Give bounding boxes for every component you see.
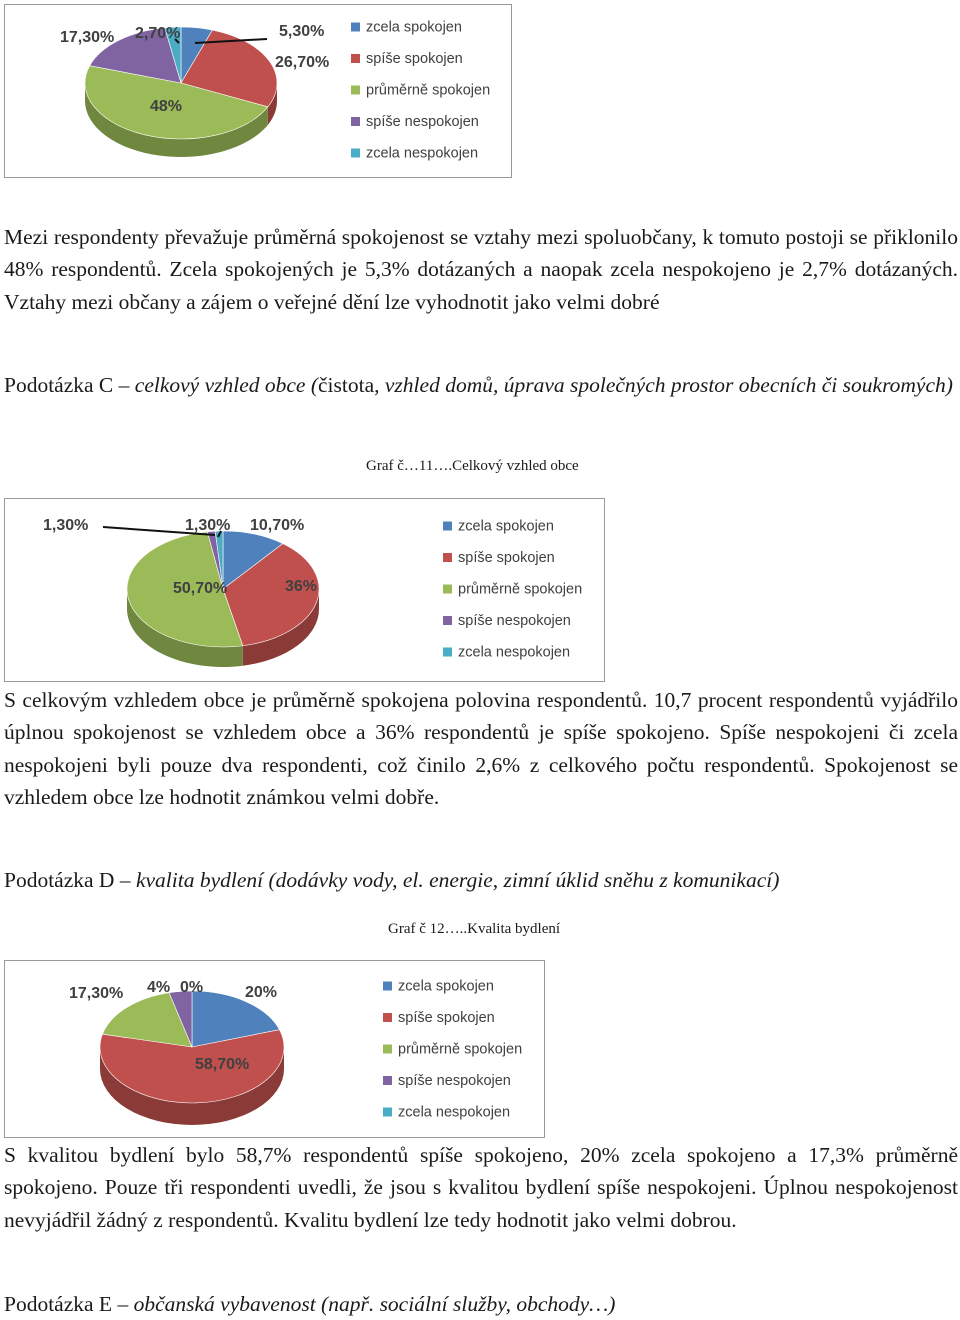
- legend-swatch: [383, 1013, 392, 1022]
- data-label: 17,30%: [69, 985, 124, 1003]
- heading-italic: kvalita bydlení (dodávky vody, el. energie, zimní úklid sněhu z komunikací): [135, 868, 780, 892]
- legend-label: spíše spokojen: [458, 549, 555, 566]
- data-label: 58,70%: [195, 1056, 250, 1074]
- legend-swatch: [383, 1045, 392, 1054]
- data-label: 50,70%: [173, 580, 228, 598]
- pie-chart-svg: [5, 5, 513, 179]
- data-label: 48%: [150, 98, 183, 116]
- legend-swatch: [443, 648, 452, 657]
- legend-swatch: [351, 86, 360, 95]
- data-label: 1,30%: [43, 517, 89, 535]
- legend-label: průměrně spokojen: [366, 82, 491, 99]
- legend-label: spíše spokojen: [398, 1009, 495, 1026]
- heading-italic: vzhled domů, úprava společných prostor obecních či soukromých): [384, 373, 953, 397]
- data-label: 4%: [147, 979, 171, 997]
- chart-legend: [383, 978, 522, 1120]
- legend-label: zcela spokojen: [366, 19, 462, 36]
- pie-chart-town-appearance: [4, 498, 605, 682]
- caption-graph-11: Graf č…11….Celkový vzhled obce: [366, 458, 579, 474]
- data-label: 36%: [285, 578, 318, 596]
- paragraph-housing-quality: S kvalitou bydlení bylo 58,7% respondentů spíše spokojeno, 20% zcela spokojeno a 17,3% průměrně spokojeno. Pouze tři respondenti uvedli, že jsou s kvalitou bydlení spíše nespokojeni. Úplnou nespokojenost nevyjádřil žádný z respondentů. Kvalitu bydlení lze tedy hodnotit jako velmi dobrou.: [4, 1143, 958, 1232]
- heading-prefix: Podotázka D –: [4, 868, 136, 892]
- data-label: 5,30%: [279, 23, 325, 41]
- data-label: 10,70%: [250, 517, 305, 535]
- legend-swatch: [351, 149, 360, 158]
- legend-label: zcela nespokojen: [398, 1104, 511, 1121]
- legend-label: průměrně spokojen: [458, 581, 583, 598]
- legend-label: spíše spokojen: [366, 50, 463, 67]
- heading-plain: čistota,: [318, 373, 385, 397]
- paragraph-relations: Mezi respondenty převažuje průměrná spokojenost se vztahy mezi spoluobčany, k tomuto postoji se přiklonilo 48% respondentů. Zcela spokojených je 5,3% dotázaných a naopak zcela nespokojeno je 2,7% dotázaných. Vztahy mezi občany a zájem o veřejné dění lze vyhodnotit jako velmi dobré: [4, 225, 958, 314]
- heading-prefix: Podotázka E –: [4, 1292, 134, 1316]
- legend-label: spíše nespokojen: [398, 1072, 511, 1089]
- legend-swatch: [443, 585, 452, 594]
- caption-graph-12: Graf č 12…..Kvalita bydlení: [388, 921, 561, 937]
- heading-italic: občanská vybavenost (např. sociální služby, obchody…): [133, 1292, 616, 1316]
- pie-chart-svg: [5, 961, 546, 1139]
- legend-label: zcela spokojen: [458, 518, 554, 535]
- heading-prefix: Podotázka C –: [4, 373, 135, 397]
- data-label: 17,30%: [60, 29, 115, 47]
- data-label: 2,70%: [135, 25, 181, 43]
- legend-swatch: [443, 553, 452, 562]
- data-label: 1,30%: [185, 517, 231, 535]
- heading-subquestion-e: [4, 1288, 958, 1320]
- legend-label: zcela nespokojen: [458, 644, 571, 661]
- heading-subquestion-d: [4, 864, 958, 896]
- legend-swatch: [443, 522, 452, 531]
- heading-italic: celkový vzhled obce (: [134, 373, 319, 397]
- legend-label: průměrně spokojen: [398, 1041, 523, 1058]
- chart-legend: [351, 19, 490, 161]
- pie-chart-housing-quality: [4, 960, 545, 1138]
- heading-subquestion-c: [4, 369, 958, 401]
- data-label: 20%: [245, 984, 278, 1002]
- paragraph-town-appearance: S celkovým vzhledem obce je průměrně spokojena polovina respondentů. 10,7 procent respondentů vyjádřilo úplnou spokojenost se vzhledem obce a 36% respondentů je spíše spokojeno. Spíše nespokojeni či zcela nespokojeni byli pouze dva respondenti, což činilo 2,6% z celkového počtu respondentů. Spokojenost se vzhledem obce lze hodnotit známkou velmi dobře.: [4, 688, 958, 809]
- pie-chart-svg: [5, 499, 606, 683]
- chart-legend: [443, 518, 582, 660]
- legend-swatch: [383, 1076, 392, 1085]
- legend-swatch: [383, 982, 392, 991]
- legend-label: spíše nespokojen: [458, 612, 571, 629]
- data-label: 26,70%: [275, 54, 330, 72]
- legend-swatch: [351, 117, 360, 126]
- legend-swatch: [351, 23, 360, 32]
- legend-swatch: [383, 1108, 392, 1117]
- legend-swatch: [443, 616, 452, 625]
- data-label: 0%: [180, 979, 204, 997]
- legend-label: spíše nespokojen: [366, 113, 479, 130]
- legend-label: zcela spokojen: [398, 978, 494, 995]
- legend-swatch: [351, 54, 360, 63]
- pie-chart-relations: [4, 4, 512, 178]
- legend-label: zcela nespokojen: [366, 145, 479, 162]
